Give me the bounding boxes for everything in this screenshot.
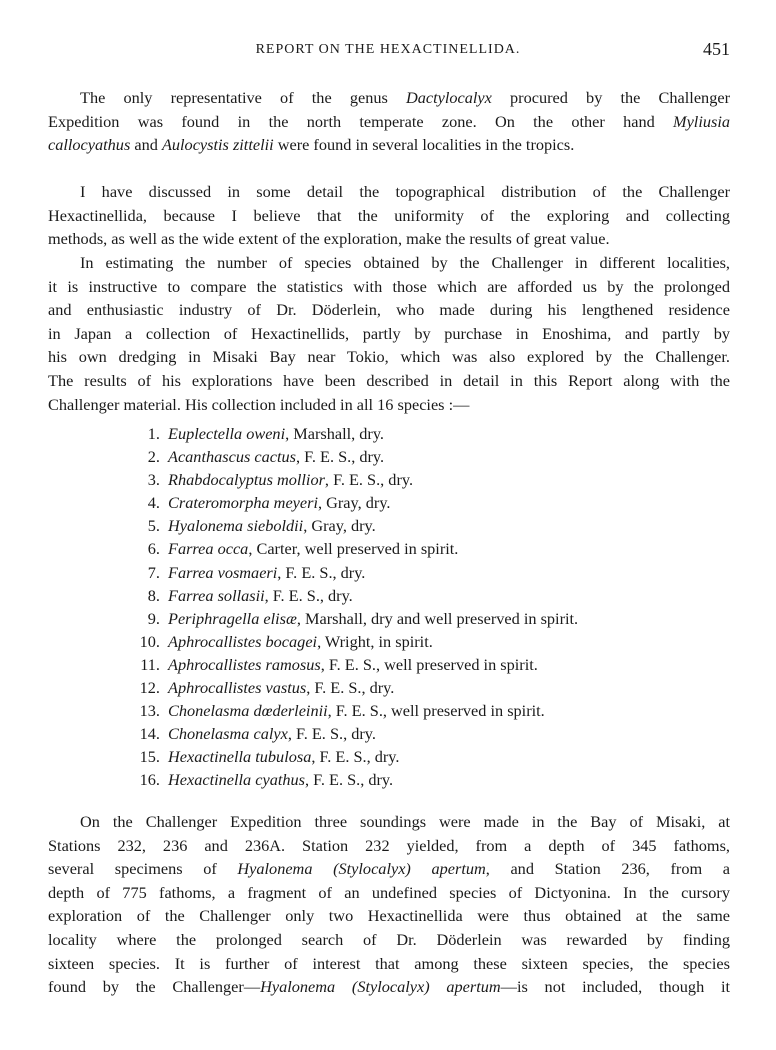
paragraph-3	[48, 251, 730, 416]
species-item	[130, 653, 690, 676]
species-number: 1.	[147, 424, 160, 443]
paragraph-line: In estimating the number of species obtained by the Challenger in different localities,	[80, 253, 730, 272]
species-details: , F. E. S., dry.	[277, 562, 366, 582]
page-number: 451	[703, 39, 730, 59]
paragraph-line: I have discussed in some detail the topographical distribution of the Challenger	[80, 182, 730, 201]
paragraph-2	[48, 180, 730, 251]
species-item	[130, 468, 690, 491]
species-number: 15.	[139, 747, 160, 767]
species-name: Acanthascus cactus	[168, 447, 296, 467]
paragraph-line: The only representative of the genus Dactylocalyx procured by the Challenger	[80, 88, 730, 107]
species-name: Hexactinella cyathus	[168, 770, 305, 790]
species-details: , F. E. S., dry.	[287, 724, 376, 744]
species-item	[130, 722, 690, 745]
species-details: , Carter, well preserved in spirit.	[248, 539, 459, 559]
paragraph-line: Hexactinellida, because I believe that the uniformity of the exploring and collecting	[48, 205, 730, 225]
paragraph-line: sixteen species. It is further of interest that among these sixteen species, the species	[48, 953, 730, 973]
species-item	[130, 422, 690, 445]
species-item	[130, 514, 690, 537]
species-name: Farrea vosmaeri	[168, 562, 278, 582]
species-details: , Marshall, dry.	[285, 424, 384, 443]
running-title: REPORT ON THE HEXACTINELLIDA.	[255, 42, 521, 57]
paragraph-line: Challenger material. His collection included in all 16 species :—	[48, 394, 470, 414]
species-name: Hyalonema sieboldii	[168, 516, 304, 536]
paragraph-line: callocyathus and Aulocystis zittelii were found in several localities in the tropics.	[48, 135, 575, 155]
paragraph-line: his own dredging in Misaki Bay near Tokio, which was also explored by the Challenger.	[48, 347, 730, 367]
paragraph-line: found by the Challenger—Hyalonema (Stylocalyx) apertum—is not included, though it	[48, 977, 731, 997]
species-name: Crateromorpha meyeri	[168, 493, 318, 513]
species-details: , F. E. S., dry.	[264, 585, 353, 605]
species-name: Aphrocallistes ramosus	[168, 654, 321, 674]
paragraph-line: On the Challenger Expedition three soundings were made in the Bay of Misaki, at	[80, 812, 730, 831]
species-number: 16.	[139, 770, 160, 790]
paragraph-line: Expedition was found in the north temperate zone. On the other hand Myliusia	[48, 111, 730, 131]
paragraph-1	[48, 86, 730, 157]
species-number: 3.	[147, 470, 160, 490]
species-name: Aphrocallistes vastus	[168, 678, 307, 698]
species-item	[130, 607, 690, 630]
species-name: Chonelasma dœderleinii	[168, 701, 328, 721]
species-item	[130, 768, 690, 791]
paragraph-line: methods, as well as the wide extent of the exploration, make the results of great value.	[48, 229, 610, 249]
species-details: , F. E. S., dry.	[311, 747, 400, 767]
species-number: 14.	[139, 724, 160, 744]
paragraph-line: several specimens of Hyalonema (Stylocalyx) apertum, and Station 236, from a	[48, 859, 731, 879]
species-details: , Wright, in spirit.	[317, 631, 433, 651]
species-item	[130, 445, 690, 468]
species-name: Aphrocallistes bocagei	[168, 631, 318, 651]
species-item	[130, 584, 690, 607]
species-name: Farrea sollasii	[168, 585, 265, 605]
species-details: , F. E. S., dry.	[324, 470, 414, 490]
species-details: , Marshall, dry and well preserved in spirit.	[296, 608, 579, 628]
species-details: , F. E. S., dry.	[295, 447, 385, 467]
paragraph-line: it is instructive to compare the statistics with those which are afforded us by the prolonged	[48, 276, 730, 296]
species-name: Chonelasma calyx	[168, 724, 288, 744]
species-item	[130, 491, 690, 514]
species-name: Hexactinella tubulosa	[168, 747, 312, 767]
species-item	[130, 537, 690, 560]
species-details: , Gray, dry.	[317, 493, 391, 513]
paragraph-line: Stations 232, 236 and 236A. Station 232 yielded, from a depth of 345 fathoms,	[48, 835, 730, 855]
species-details: , F. E. S., dry.	[306, 678, 395, 698]
species-number: 4.	[147, 493, 160, 513]
species-name: Farrea occa	[168, 539, 249, 559]
paragraph-line: and enthusiastic industry of Dr. Döderlein, who made during his lengthened residence	[48, 300, 730, 320]
species-number: 12.	[139, 678, 160, 698]
species-list	[130, 422, 690, 792]
species-number: 10.	[139, 631, 160, 651]
species-number: 8.	[147, 585, 160, 605]
species-item	[130, 630, 690, 653]
paragraph-line: The results of his explorations have been described in detail in this Report along with the	[48, 370, 730, 390]
species-details: , F. E. S., well preserved in spirit.	[320, 654, 538, 674]
species-number: 9.	[147, 608, 160, 628]
species-item	[130, 561, 690, 584]
species-number: 11.	[140, 654, 160, 674]
species-item	[130, 699, 690, 722]
species-number: 6.	[147, 539, 160, 559]
species-details: , F. E. S., dry.	[304, 770, 394, 790]
paragraph-line: depth of 775 fathoms, a fragment of an undefined species of Dictyonina. In the cursory	[48, 882, 730, 902]
species-details: , F. E. S., well preserved in spirit.	[327, 701, 545, 721]
paragraph-line: in Japan a collection of Hexactinellids, partly by purchase in Enoshima, and partly by	[48, 323, 730, 343]
species-number: 5.	[147, 516, 160, 536]
paragraph-4	[48, 810, 730, 999]
species-number: 7.	[147, 562, 160, 582]
species-name: Rhabdocalyptus mollior	[168, 470, 325, 490]
paragraph-line: locality where the prolonged search of Dr. Döderlein was rewarded by finding	[48, 929, 730, 949]
species-details: , Gray, dry.	[303, 516, 376, 536]
paragraph-line: exploration of the Challenger only two Hexactinellida were thus obtained at the same	[48, 906, 730, 926]
page-header	[0, 39, 776, 66]
species-item	[130, 676, 690, 699]
species-name: Euplectella oweni	[168, 424, 286, 443]
species-item	[130, 745, 690, 768]
species-number: 13.	[139, 701, 160, 721]
species-number: 2.	[147, 447, 160, 467]
species-name: Periphragella elisæ	[168, 608, 297, 628]
